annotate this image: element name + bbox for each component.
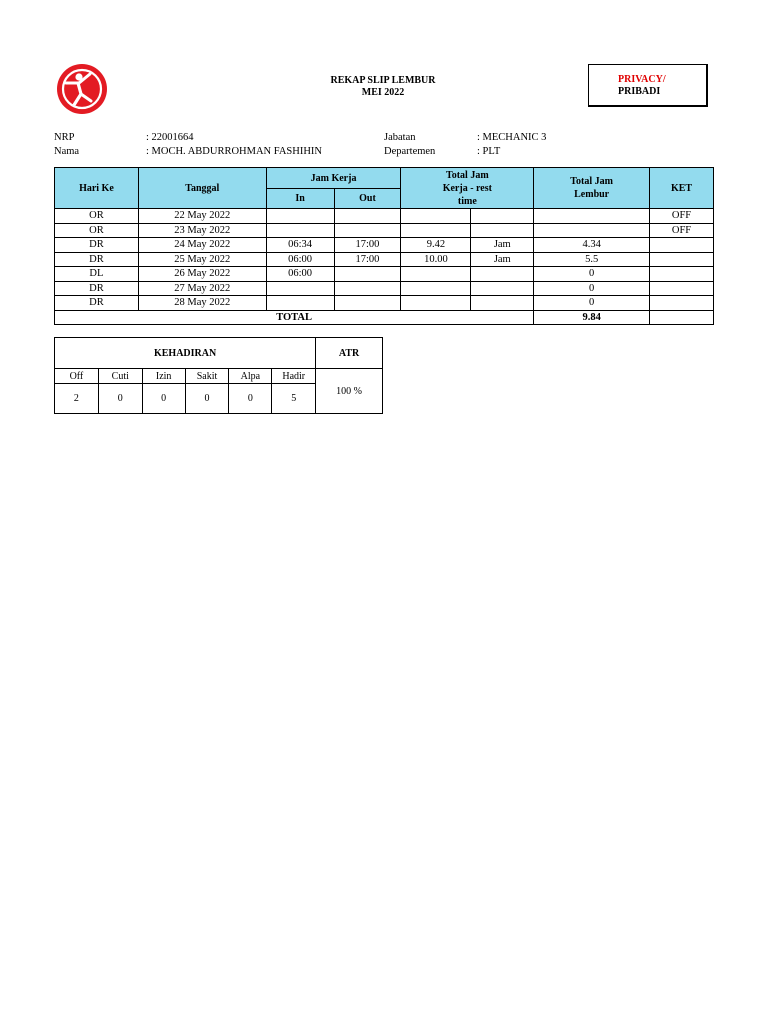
- cell-out: [334, 296, 401, 311]
- header-hari-ke: Hari Ke: [55, 168, 139, 209]
- cell-total-jam-kerja: [401, 296, 471, 311]
- attendance-col-hadir: Hadir: [272, 369, 316, 384]
- total-ket-cell: [650, 310, 714, 324]
- cell-unit: [471, 209, 534, 224]
- cell-hari: DL: [55, 267, 139, 282]
- cell-tanggal: 25 May 2022: [138, 252, 266, 267]
- table-row: [55, 296, 714, 311]
- cell-lembur: [534, 209, 650, 224]
- header-total-jam-kerja: [401, 168, 534, 209]
- cell-hari: OR: [55, 209, 139, 224]
- privacy-box: [588, 64, 708, 107]
- page-title: [300, 75, 466, 99]
- cell-unit: [471, 296, 534, 311]
- table-row: [55, 252, 714, 267]
- cell-ket: OFF: [650, 223, 714, 238]
- cell-tanggal: 23 May 2022: [138, 223, 266, 238]
- cell-unit: [471, 223, 534, 238]
- header-jam-kerja: Jam Kerja: [266, 168, 401, 189]
- cell-lembur: 0: [534, 296, 650, 311]
- cell-in: 06:00: [266, 267, 334, 282]
- table-row: [55, 238, 714, 253]
- cell-ket: [650, 252, 714, 267]
- nrp-value: : 22001664: [146, 132, 194, 143]
- cell-total-jam-kerja: [401, 209, 471, 224]
- attendance-col-alpa: Alpa: [229, 369, 272, 384]
- cell-out: 17:00: [334, 238, 401, 253]
- cell-lembur: 5.5: [534, 252, 650, 267]
- nama-label: Nama: [54, 146, 80, 157]
- cell-ket: OFF: [650, 209, 714, 224]
- cell-in: 06:00: [266, 252, 334, 267]
- jabatan-label: Jabatan: [384, 132, 416, 143]
- title-line-2: MEI 2022: [361, 87, 405, 98]
- header-total-jam-lembur: [534, 168, 650, 209]
- table-row: [55, 223, 714, 238]
- attendance-value-cuti: 0: [98, 384, 142, 414]
- cell-out: [334, 267, 401, 282]
- cell-ket: [650, 267, 714, 282]
- cell-hari: DR: [55, 252, 139, 267]
- cell-out: [334, 281, 401, 296]
- cell-hari: OR: [55, 223, 139, 238]
- cell-ket: [650, 296, 714, 311]
- nama-value: : MOCH. ABDURROHMAN FASHIHIN: [146, 146, 322, 157]
- cell-total-jam-kerja: 10.00: [401, 252, 471, 267]
- attendance-value-alpa: 0: [229, 384, 272, 414]
- cell-total-jam-kerja: [401, 223, 471, 238]
- cell-in: [266, 281, 334, 296]
- cell-total-jam-kerja: [401, 267, 471, 282]
- cell-tanggal: 24 May 2022: [138, 238, 266, 253]
- atr-value: 100 %: [316, 369, 383, 414]
- cell-total-jam-kerja: [401, 281, 471, 296]
- cell-unit: Jam: [471, 238, 534, 253]
- cell-lembur: 4.34: [534, 238, 650, 253]
- cell-lembur: 0: [534, 281, 650, 296]
- cell-in: [266, 223, 334, 238]
- cell-out: [334, 209, 401, 224]
- attendance-col-cuti: Cuti: [98, 369, 142, 384]
- attendance-table: [54, 337, 383, 414]
- header-ket: KET: [650, 168, 714, 209]
- cell-out: [334, 223, 401, 238]
- total-value: 9.84: [534, 310, 650, 324]
- header-total-jam-kerja-line3: time: [457, 195, 477, 207]
- departemen-label: Departemen: [384, 146, 436, 157]
- cell-lembur: 0: [534, 267, 650, 282]
- table-row: [55, 209, 714, 224]
- attendance-value-hadir: 5: [272, 384, 316, 414]
- cell-in: [266, 209, 334, 224]
- attendance-value-sakit: 0: [185, 384, 229, 414]
- cell-in: [266, 296, 334, 311]
- table-row: [55, 267, 714, 282]
- header-total-jam-kerja-line2: Kerja - rest: [442, 182, 492, 194]
- jabatan-value: : MECHANIC 3: [477, 132, 547, 143]
- cell-out: 17:00: [334, 252, 401, 267]
- nrp-label: NRP: [54, 132, 75, 143]
- cell-tanggal: 27 May 2022: [138, 281, 266, 296]
- cell-ket: [650, 238, 714, 253]
- cell-lembur: [534, 223, 650, 238]
- title-line-1: REKAP SLIP LEMBUR: [330, 75, 436, 86]
- header-total-jam-lembur-line1: Total Jam: [570, 176, 613, 187]
- header-tanggal: Tanggal: [138, 168, 266, 209]
- cell-unit: [471, 281, 534, 296]
- header-total-jam-kerja-line1: Total Jam: [445, 169, 489, 181]
- cell-unit: Jam: [471, 252, 534, 267]
- attendance-value-izin: 0: [142, 384, 185, 414]
- attendance-value-off: 2: [55, 384, 99, 414]
- header-in: In: [266, 189, 334, 209]
- cell-tanggal: 28 May 2022: [138, 296, 266, 311]
- cell-hari: DR: [55, 281, 139, 296]
- cell-tanggal: 26 May 2022: [138, 267, 266, 282]
- overtime-table: [54, 167, 714, 325]
- cell-hari: DR: [55, 296, 139, 311]
- header-out: Out: [334, 189, 401, 209]
- cell-unit: [471, 267, 534, 282]
- cell-hari: DR: [55, 238, 139, 253]
- cell-total-jam-kerja: 9.42: [401, 238, 471, 253]
- header-total-jam-lembur-line2: Lembur: [574, 189, 610, 200]
- company-logo: [56, 63, 108, 115]
- table-row: [55, 281, 714, 296]
- cell-ket: [650, 281, 714, 296]
- departemen-value: : PLT: [477, 146, 501, 157]
- attendance-col-off: Off: [55, 369, 99, 384]
- total-label: TOTAL: [55, 310, 534, 324]
- cell-in: 06:34: [266, 238, 334, 253]
- kehadiran-header: KEHADIRAN: [55, 338, 316, 369]
- atr-header: ATR: [316, 338, 383, 369]
- attendance-col-izin: Izin: [142, 369, 185, 384]
- pribadi-label: PRIBADI: [618, 86, 661, 97]
- privacy-label: PRIVACY/: [618, 74, 666, 85]
- attendance-col-sakit: Sakit: [185, 369, 229, 384]
- cell-tanggal: 22 May 2022: [138, 209, 266, 224]
